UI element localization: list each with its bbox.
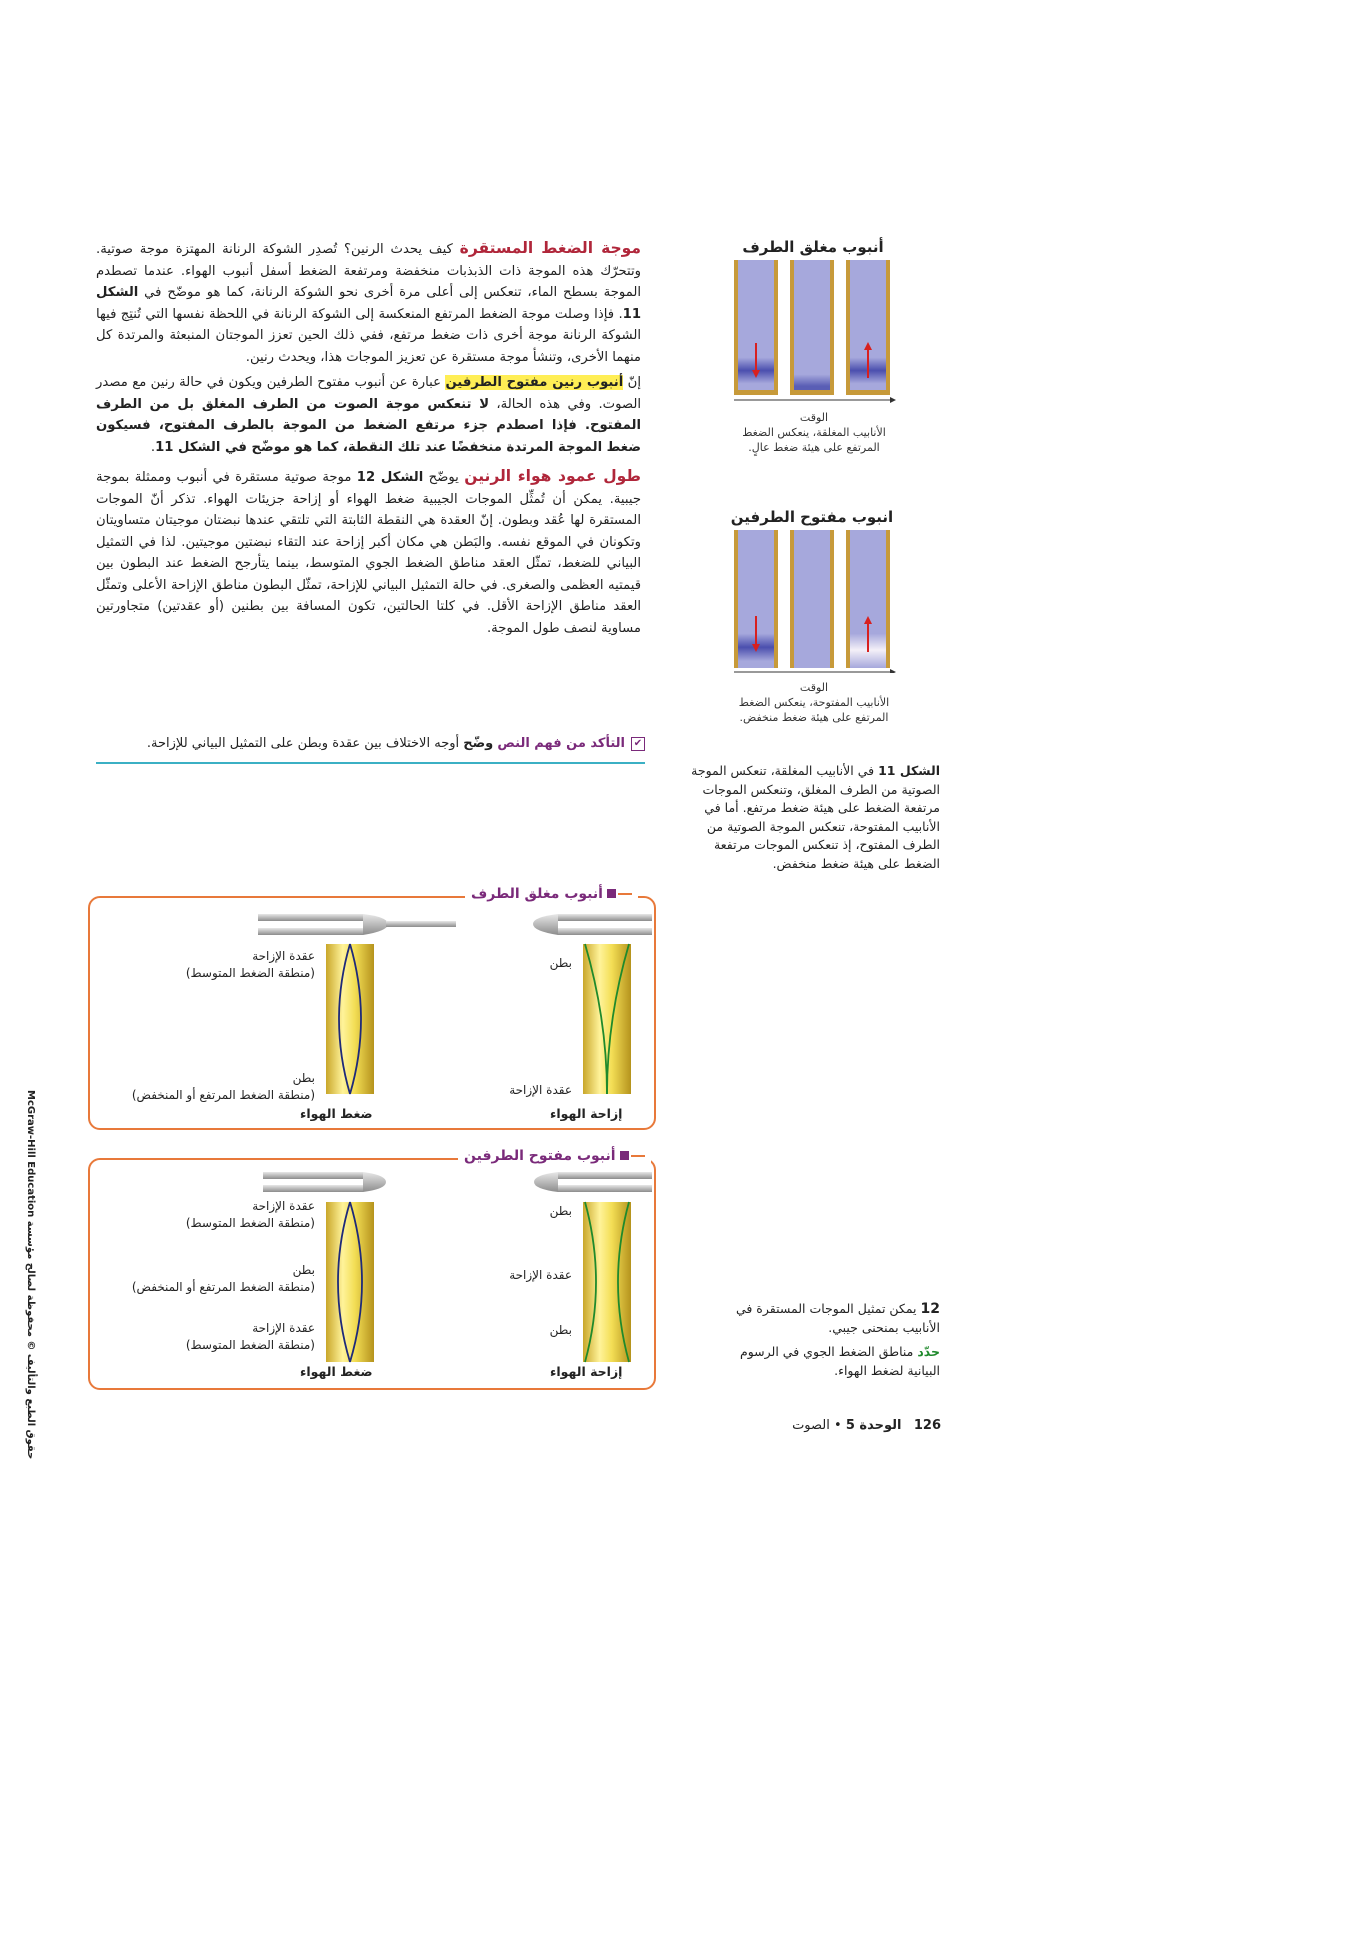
- open-pressure-label: ضغط الهواء: [300, 1364, 373, 1379]
- p1-fig-ref: الشكل 11: [96, 285, 641, 322]
- bullet-separator: •: [834, 1418, 842, 1433]
- closed-pressure-tube: [326, 944, 374, 1094]
- fig11-closed-note: الأنابيب المغلقة، ينعكس الضغط المرتفع على هيئة ضغط عالٍ.: [742, 426, 886, 454]
- p3-text: يوضّح: [423, 470, 465, 485]
- reading-check: [96, 734, 645, 764]
- open-left-node1-text: عقدة الإزاحة: [252, 1199, 315, 1213]
- check-verb: وضّح: [463, 736, 494, 751]
- p2-lead: إنّ: [623, 375, 641, 390]
- check-text: أوجه الاختلاف بين عقدة وبطن على التمثيل البياني للإزاحة.: [146, 736, 464, 751]
- open-tube-1: [734, 530, 778, 668]
- topic-label: الصوت: [792, 1418, 830, 1433]
- fig11-open-title: انبوب مفتوح الطرفين: [730, 508, 894, 526]
- closed-right-antinode-label: بطن: [549, 956, 572, 970]
- fig12-closed-title-text: أنبوب مغلق الطرف: [471, 886, 603, 902]
- fig12-caption-line1: [712, 1300, 940, 1337]
- page-number: 126: [913, 1418, 941, 1433]
- fig11-caption-label: الشكل 11: [878, 763, 940, 778]
- main-text: [96, 238, 641, 639]
- closed-left-antinode-label: [100, 1070, 315, 1104]
- open-pressure-fork: [263, 1172, 386, 1192]
- term-open-resonator: أنبوب رنين مفتوح الطرفين: [445, 375, 624, 390]
- frame-title-dash: [618, 893, 632, 895]
- p2-text: عبارة عن أنبوب مفتوح الطرفين ويكون في حالة رنين مع مصدر الصوت. وفي هذه الحالة،: [96, 375, 641, 412]
- open-right-node-label: عقدة الإزاحة: [509, 1268, 572, 1282]
- closed-left-node-text: عقدة الإزاحة: [252, 949, 315, 963]
- open-right-antinode2-label: بطن: [549, 1323, 572, 1337]
- closed-right-node-label: عقدة الإزاحة: [509, 1083, 572, 1097]
- reading-check-title: التأكد من فهم النص: [497, 736, 625, 751]
- open-pressure-tube: [326, 1202, 374, 1362]
- open-left-node2-sub: (منطقة الضغط المتوسط): [185, 1338, 315, 1352]
- fig11-closed-title: أنبوب مغلق الطرف: [742, 238, 884, 256]
- fig11-caption: [690, 762, 940, 873]
- open-left-node2-text: عقدة الإزاحة: [252, 1321, 315, 1335]
- fig12-open-title-text: أنبوب مفتوح الطرفين: [464, 1148, 616, 1164]
- paragraph-resonance-length: [96, 466, 641, 639]
- unit-label: الوحدة 5: [845, 1418, 902, 1433]
- fig12-caption-line2: [712, 1343, 940, 1380]
- fig11-closed-time: الوقت: [799, 411, 829, 424]
- closed-displacement-label: إزاحة الهواء: [550, 1106, 623, 1121]
- open-left-antinode-sub: (منطقة الضغط المرتفع أو المنخفض): [131, 1280, 315, 1294]
- open-left-node2-label: [150, 1320, 315, 1354]
- closed-pressure-label: ضغط الهواء: [300, 1106, 373, 1121]
- open-left-antinode-text: بطن: [292, 1263, 315, 1277]
- heading-standing-pressure-wave: موجة الضغط المستقرة: [459, 239, 641, 257]
- p2-bold: لا تنعكس موجة الصوت من الطرف المغلق بل من الطرف المفتوح. فإذا اصطدم جزء مرتفع الضغط من الموجة بالطرف المفتوح، فسيكون ضغط الموجة المرتدة منخفضًا عند تلك النقطة، كما هو موضّح في الشكل 11: [96, 396, 641, 455]
- closed-left-node-sub: (منطقة الضغط المتوسط): [185, 966, 315, 980]
- closed-tube-1: [734, 260, 778, 395]
- fig11-open-tubes: [730, 528, 898, 673]
- closed-left-node-label: [150, 948, 315, 982]
- p3-fig-ref: الشكل 12: [356, 470, 424, 485]
- open-displacement-label: إزاحة الهواء: [550, 1364, 623, 1379]
- fig11-caption-text: في الأنابيب المغلقة، تنعكس الموجة الصوتية من الطرف المغلق، وتنعكس الموجات مرتفعة الضغط على هيئة ضغط مرتفع. أما في الأنابيب المفتوحة، تنعكس الموجة الصوتية من الطرف المفتوح، إذ تنعكس الموجات مرتفعة الضغط على هيئة ضغط منخفض.: [691, 763, 940, 871]
- fig12-caption-text: يمكن تمثيل الموجات المستقرة في الأنابيب بمنحنى جيبي.: [735, 1301, 940, 1335]
- heading-resonance-length: طول عمود هواء الرنين: [464, 467, 641, 485]
- closed-displacement-fork: [533, 914, 652, 935]
- fig12-caption: [712, 1300, 940, 1380]
- closed-left-antinode-text: بطن: [292, 1071, 315, 1085]
- fig11-closed-tubes: [730, 258, 898, 403]
- open-left-node1-label: [150, 1198, 315, 1232]
- paragraph-standing-wave: [96, 238, 641, 368]
- p2-end: .: [150, 439, 156, 455]
- fig12-caption-num: 12: [920, 1301, 940, 1317]
- closed-pressure-fork: [258, 914, 456, 935]
- side-credit: McGraw-Hill Education حقوق الطبع والتأليف © محفوظة لصالح مؤسسة: [25, 1090, 36, 1460]
- paragraph-open-tube: [96, 372, 641, 458]
- open-right-antinode1-label: بطن: [549, 1204, 572, 1218]
- checkbox-icon: ✔: [631, 737, 645, 751]
- open-tube-2: [790, 530, 834, 668]
- fig11-open-note: الأنابيب المفتوحة، ينعكس الضغط المرتفع على هيئة ضغط منخفض.: [738, 696, 890, 724]
- p3-text2: موجة صوتية مستقرة في أنبوب وممثلة بموجة جيبية. يمكن أن تُمثِّل الموجات الجيبية ضغط الهواء أو إزاحة جزيئات الهواء. تذكر أنّ الموجات المستقرة لها عُقد وبطون. إنّ العقدة هي النقطة الثابتة التي تلتقي عندها نبضتان موجيتان متساويتان وتكونان في الموقع نفسه. والبَطن هي مكان أكبر إزاحة عند التقاء نبضتين موجيتين. لذا في التمثيل البياني للضغط، تمثّل العقد مناطق الضغط الجوي المتوسط، بينما يتأرجح الضغط عند البطون بين قيمتيه العظمى والصغرى. في حالة التمثيل البياني للإزاحة، تمثّل البطون مناطق الإزاحة الأعلى وتمثّل العقد مناطق الإزاحة الأقل. في كلتا الحالتين، تكون المسافة بين بطنين (أو عقدتين) متجاورتين مساوية لنصف طول الموجة.: [96, 470, 641, 636]
- frame-title-dash: [631, 1155, 645, 1157]
- page-footer: [792, 1418, 941, 1433]
- fig11-open-time: الوقت: [799, 681, 829, 694]
- open-displacement-fork: [534, 1172, 652, 1192]
- open-left-antinode-label: [92, 1262, 315, 1296]
- open-left-node1-sub: (منطقة الضغط المتوسط): [185, 1216, 315, 1230]
- fig12-caption-verb: حدّد: [917, 1344, 940, 1359]
- p1-text2: . فإذا وصلت موجة الضغط المرتفع المنعكسة إلى الشوكة الرنانة في اللحظة نفسها التي تُنتِج فيها الشوكة الرنانة موجة أخرى ذات ضغط مرتفع، ففي ذلك الحين تعزز الموجتان المنبعثة والمرتدة كل منهما الأخرى، وتنشأ موجة مستقرة عن تعزيز الموجات هذا، ويحدث رنين.: [96, 306, 641, 365]
- closed-tube-2: [790, 260, 834, 395]
- p1-text: كيف يحدث الرنين؟ تُصدِر الشوكة الرنانة المهتزة موجة صوتية. وتتحرّك هذه الموجة ذات الذبذبات منخفضة ومرتفعة الضغط أسفل أنبوب الهواء. عندما تصطدم الموجة بسطح الماء، تنعكس إلى أعلى مرة أخرى نحو الشوكة الرنانة، كما هو موضّح في: [96, 242, 641, 300]
- closed-tube-3: [846, 260, 890, 395]
- fig12-caption-text2: مناطق الضغط الجوي في الرسوم البيانية لضغط الهواء.: [739, 1344, 940, 1378]
- closed-left-antinode-sub: (منطقة الضغط المرتفع أو المنخفض): [131, 1088, 315, 1102]
- open-tube-3: [846, 530, 890, 668]
